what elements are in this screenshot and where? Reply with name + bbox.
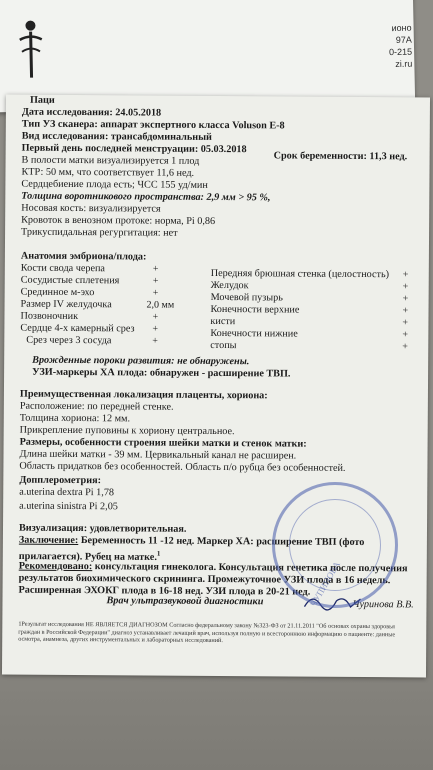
header-line-4: zi.ru — [395, 58, 413, 69]
anatomy-right-mark-1: + — [402, 269, 409, 281]
anatomy-right-2: Желудок — [210, 279, 249, 292]
anatomy-left-7: Срез через 3 сосуда — [26, 334, 112, 347]
placenta-line-3: Прикрепление пуповины к хориону центральное. — [19, 424, 235, 438]
anatomy-left-6: Сердце 4-х камерный срез — [20, 322, 135, 335]
study-date: Дата исследования: 24.05.2018 — [21, 106, 162, 119]
anatomy-right-mark-3: + — [402, 293, 409, 305]
anatomy-left-mark-7: + — [152, 335, 158, 347]
anatomy-right-7: стопы — [210, 339, 237, 352]
anatomy-right-1: Передняя брюшная стенка (целостность) — [210, 267, 390, 281]
anatomy-left-mark-6: + — [152, 323, 159, 335]
anatomy-left-mark-5: + — [152, 311, 159, 323]
footnote: 1Результат исследования НЕ ЯВЛЯЕТСЯ ДИАГНОЗОМ Согласно федеральному закону №323-ФЗ от 21.11.2011 "Об основах охраны здоровья граждан в Российской Федерации" диагноз устанавливает лечащий врач, используя полную и всестороннюю информацию о пациенте: данные осмотра, анамнеза, других инструментальных и лабораторных исследований. — [18, 620, 396, 645]
finding-3: Сердцебиение плода есть; ЧСС 155 уд/мин — [21, 178, 208, 191]
doctor-title: Врач ультразвуковой диагностики — [106, 595, 264, 608]
finding-5: Носовая кость: визуализируется — [21, 202, 161, 215]
lmp-date: Первый день последней менструации: 05.03.2018 — [21, 142, 247, 156]
cervix-title: Размеры, особенности строения шейки матки и стенок матки: — [19, 436, 307, 450]
recommended-line-1: консультация гинеколога. Консультация генетика после получения — [92, 561, 408, 575]
header-contacts — [388, 22, 412, 70]
conclusion-line-2: прилагается). Рубец на матке. — [18, 551, 157, 563]
finding-6: Кровоток в венозном протоке: норма, Pi 0,86 — [21, 214, 216, 227]
anatomy-right-mark-4: + — [402, 305, 409, 317]
visualization: Визуализация: удовлетворительная. — [18, 522, 187, 535]
recommended-label: Рекомендовано: — [18, 560, 93, 573]
doctor-name: Чуринова В.В. — [352, 598, 414, 611]
header-line-3: 0-215 — [388, 46, 413, 58]
anatomy-left-5: Позвоночник — [20, 310, 79, 323]
header-line-2: 97А — [395, 34, 412, 45]
doppler-line-2: a.uterina sinistra Pi 2,05 — [19, 500, 118, 513]
anatomy-left-3: Срединное м-эхо — [20, 286, 95, 299]
finding-2: КТР: 50 мм, что соответствует 11,6 нед. — [21, 166, 195, 179]
doppler-title: Допплерометрия: — [19, 474, 102, 487]
study-type: Вид исследования: трансабдоминальный — [21, 130, 212, 143]
malformations: Врожденные пороки развития: не обнаружены. — [32, 354, 250, 368]
clinic-logo-icon — [15, 17, 46, 82]
anatomy-right-5: кисти — [210, 315, 236, 328]
anatomy-right-mark-5: + — [402, 317, 409, 329]
placenta-title: Преимущественная локализация плаценты, хориона: — [19, 388, 268, 402]
placenta-line-1: Расположение: по передней стенке. — [19, 400, 174, 413]
scanner-type: Тип УЗ сканера: аппарат экспертного класса Voluson E-8 — [21, 118, 285, 132]
stamp-text: ЧУПИНОВА — [308, 559, 342, 609]
anatomy-title: Анатомия эмбриона/плода: — [20, 250, 147, 263]
conclusion-line-1: Беременность 11 -12 нед. Маркер ХА: расширение ТВП (фото — [78, 535, 365, 549]
header-line-1: ионо — [391, 22, 412, 34]
finding-7: Трикуспидальная регургитация: нет — [21, 226, 178, 239]
clinic-stamp — [272, 482, 398, 608]
anatomy-right-mark-2: + — [402, 281, 409, 293]
anatomy-left-4: Размер IV желудочка — [20, 298, 112, 311]
anatomy-left-mark-4: 2,0 мм — [146, 299, 175, 311]
anatomy-left-mark-3: + — [152, 287, 159, 299]
doppler-line-1: a.uterina dextra Pi 1,78 — [19, 486, 115, 499]
conclusion-footnote-mark: 1 — [156, 549, 161, 558]
finding-4: Толщина воротникового пространства: 2,9 мм > 95 %, — [21, 190, 271, 204]
conclusion-label: Заключение: — [18, 534, 79, 547]
finding-1: В полости матки визуализируется 1 плод — [21, 154, 200, 167]
anatomy-right-4: Конечности верхние — [210, 303, 300, 316]
anatomy-right-3: Мочевой пузырь — [210, 291, 283, 304]
recommended-line-3: Расширенная ЭХОКГ плода в 16-18 нед. УЗИ плода в 20-21 нед. — [18, 584, 311, 598]
anatomy-left-mark-2: + — [152, 275, 159, 287]
anatomy-left-1: Кости свода черепа — [20, 262, 106, 275]
gestational-age: Срок беременности: 11,3 нед. — [273, 150, 408, 163]
anatomy-right-mark-7: + — [402, 341, 408, 353]
anatomy-right-mark-6: + — [402, 329, 409, 341]
patient-label: Паци — [29, 94, 55, 106]
placenta-line-2: Толщина хориона: 12 мм. — [19, 412, 131, 425]
anatomy-right-6: Конечности нижние — [210, 327, 298, 340]
cervix-line-1: Длина шейки матки - 39 мм. Цервикальный канал не расширен. — [19, 448, 297, 462]
recommended-line-2: результатов биохимического скрининга. Промежуточное УЗИ плода в 16 недель. — [18, 572, 391, 587]
anatomy-left-mark-1: + — [152, 263, 159, 275]
anatomy-left-2: Сосудистые сплетения — [20, 274, 120, 287]
cervix-line-2: Область придатков без особенностей. Область п/о рубца без особенностей. — [19, 460, 346, 474]
markers: УЗИ-маркеры ХА плода: обнаружен - расширение ТВП. — [32, 366, 291, 380]
